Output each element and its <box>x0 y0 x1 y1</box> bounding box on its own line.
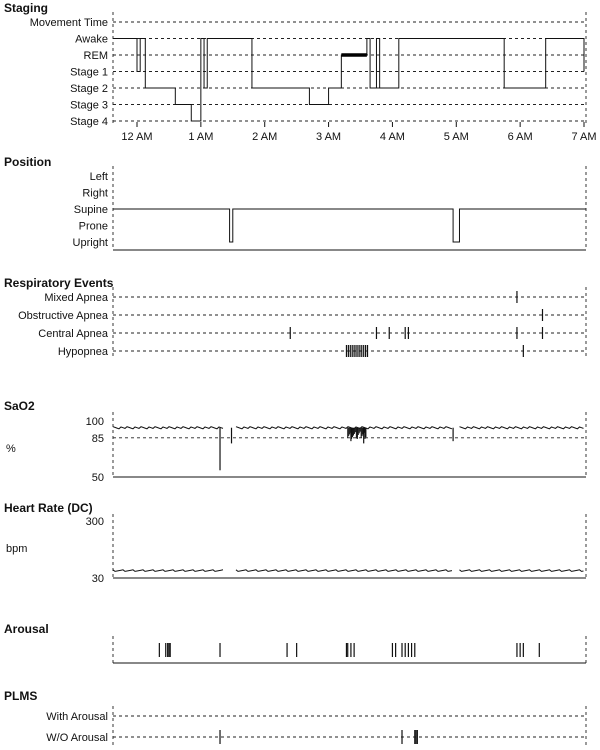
staging-x-tick-label: 5 AM <box>443 131 469 143</box>
sao2-trace-segment <box>236 427 452 429</box>
respiratory-label: Mixed Apnea <box>44 292 108 304</box>
sao2-y-tick-label: 50 <box>91 472 104 484</box>
staging-x-tick-label: 7 AM <box>571 131 597 143</box>
heart-rate-y-tick-label: 30 <box>91 573 104 585</box>
staging-x-tick-label: 12 AM <box>121 131 153 143</box>
sao2-title: SaO2 <box>4 399 35 413</box>
sao2-y-tick-label: 100 <box>85 416 104 428</box>
staging-label: Stage 1 <box>70 66 108 79</box>
heart-rate-trace-segment <box>236 570 452 572</box>
staging-x-tick-label: 6 AM <box>507 131 533 143</box>
heart-rate-title: Heart Rate (DC) <box>4 501 93 515</box>
staging-hypnogram-line <box>113 39 584 122</box>
plms-title: PLMS <box>4 689 38 703</box>
sao2-unit-label: % <box>6 443 16 455</box>
staging-x-tick-label: 1 AM <box>188 131 214 143</box>
staging-x-tick-label: 4 AM <box>379 131 405 143</box>
plms-label: W/O Arousal <box>46 732 108 744</box>
position-label: Supine <box>73 204 108 216</box>
position-title: Position <box>4 155 52 169</box>
staging-title: Staging <box>4 1 48 15</box>
staging-label: Stage 2 <box>70 83 108 95</box>
respiratory-label: Hypopnea <box>57 346 108 358</box>
sao2-y-tick-label: 85 <box>91 432 104 445</box>
position-label: Right <box>82 187 108 200</box>
position-line <box>113 209 586 242</box>
staging-label: Stage 3 <box>70 99 108 112</box>
heart-rate-unit-label: bpm <box>6 543 28 555</box>
heart-rate-trace-segment <box>459 570 583 572</box>
sao2-trace-segment <box>459 427 583 429</box>
respiratory-label: Central Apnea <box>38 328 108 340</box>
staging-x-tick-label: 2 AM <box>252 131 278 143</box>
staging-label: Stage 4 <box>70 116 108 128</box>
staging-label: REM <box>83 50 108 62</box>
plms-label: With Arousal <box>46 711 108 723</box>
staging-label: Movement Time <box>29 17 108 29</box>
heart-rate-trace-segment <box>113 570 223 572</box>
position-label: Upright <box>72 237 108 249</box>
sao2-trace-segment <box>113 427 223 429</box>
position-label: Left <box>89 171 108 183</box>
heart-rate-y-tick-label: 300 <box>85 516 104 528</box>
respiratory-label: Obstructive Apnea <box>18 310 108 322</box>
respiratory-title: Respiratory Events <box>4 276 114 290</box>
staging-label: Awake <box>75 33 108 46</box>
arousal-title: Arousal <box>4 622 49 636</box>
staging-x-tick-label: 3 AM <box>316 131 342 143</box>
position-label: Prone <box>78 220 108 233</box>
